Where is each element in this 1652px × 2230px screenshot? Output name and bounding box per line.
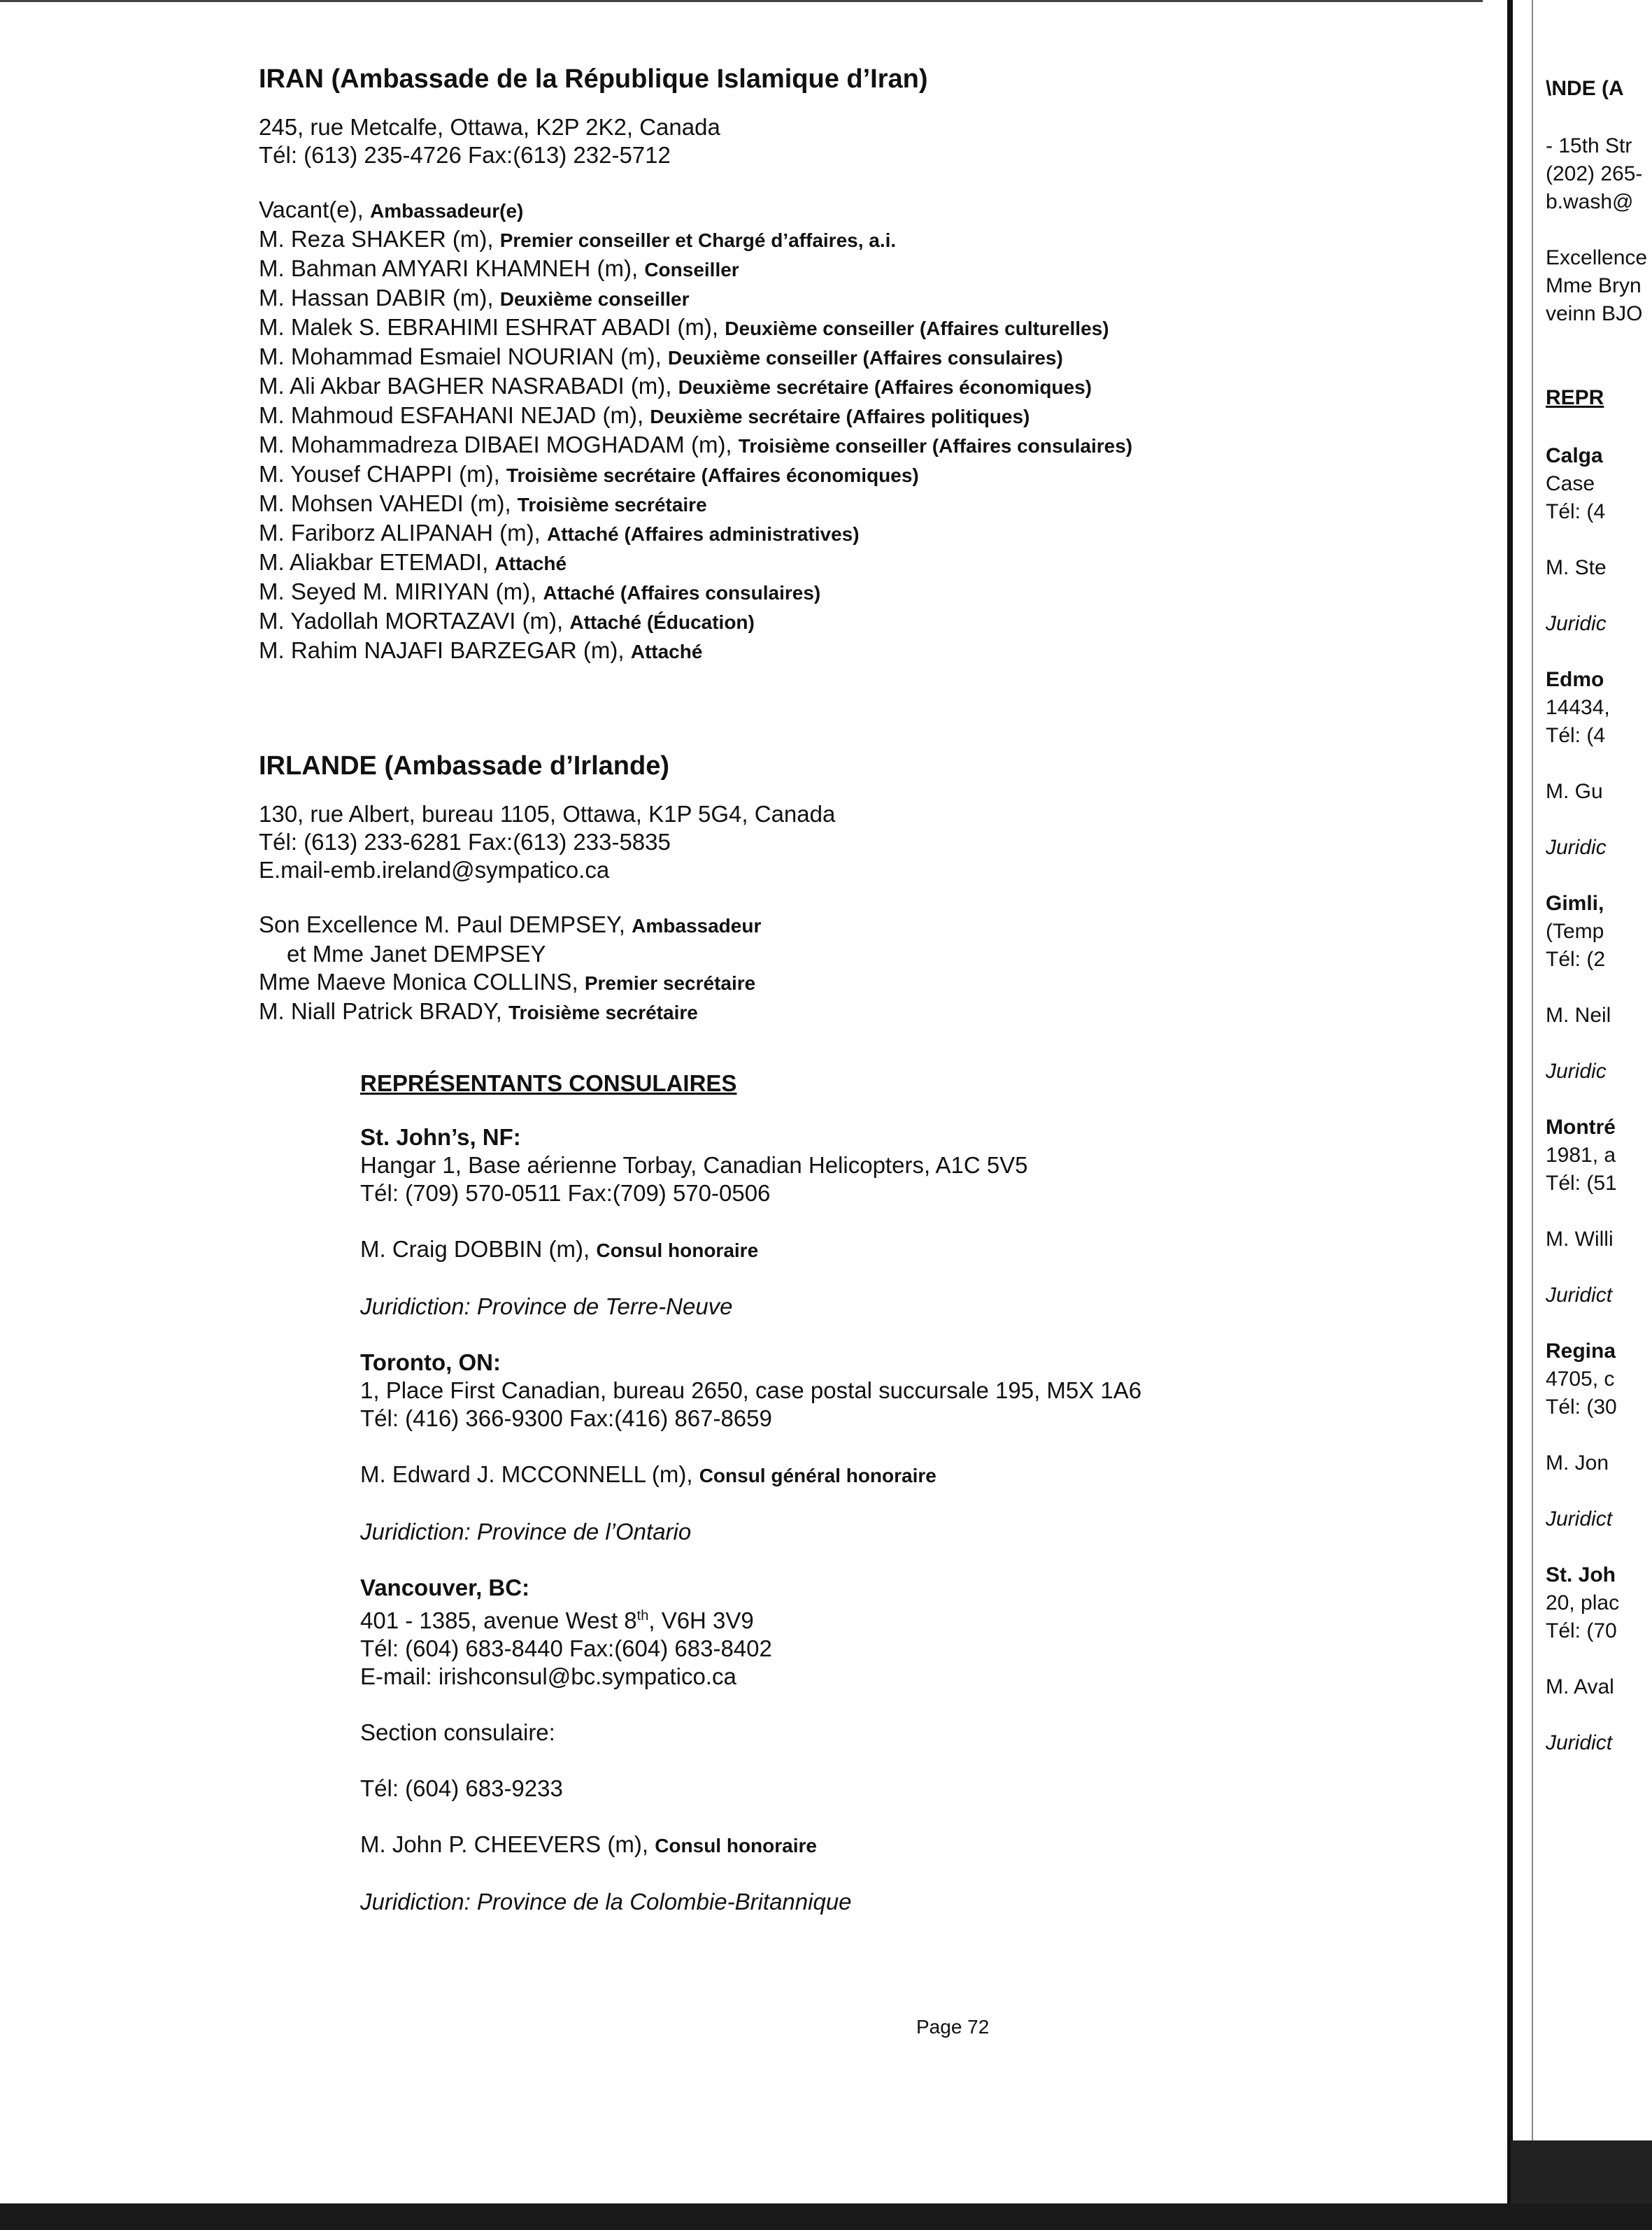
iran-staff-row [259, 637, 1448, 666]
neighbor-page-line: REPR [1546, 386, 1604, 409]
staff-name: M. Mohammad Esmaiel NOURIAN (m), [259, 343, 662, 369]
staff-role: Premier conseiller et Chargé d’affaires, a.i. [499, 229, 897, 251]
staff-role: Deuxième conseiller (Affaires consulaires) [667, 347, 1063, 369]
neighbor-page-line: M. Neil [1546, 1004, 1611, 1027]
staff-role: Attaché [630, 641, 703, 662]
staff-name: M. Mohammadreza DIBAEI MOGHADAM (m), [259, 432, 732, 457]
staff-role: Troisième conseiller (Affaires consulaires) [738, 435, 1133, 457]
consular-section [360, 1070, 1448, 1916]
iran-staff-row [259, 372, 1448, 402]
neighbor-page-line: Mme Bryn [1546, 274, 1642, 297]
consulate-stjohns-address: Hangar 1, Base aérienne Torbay, Canadian Helicopters, A1C 5V5 [360, 1152, 1028, 1178]
irlande-staff-list [259, 911, 1448, 1027]
consulate-toronto-person [360, 1461, 1448, 1490]
staff-name: M. Fariborz ALIPANAH (m), [259, 520, 541, 546]
consular-title: REPRÉSENTANTS CONSULAIRES [360, 1070, 737, 1096]
neighbor-page-line: Tél: (70 [1546, 1619, 1617, 1642]
staff-name: Vacant(e), [259, 197, 364, 222]
staff-name: M. Aliakbar ETEMADI, [259, 549, 489, 575]
irlande-staff-row [259, 997, 1448, 1027]
iran-staff-row [259, 402, 1448, 431]
consulate-vancouver-section-phone: Tél: (604) 683-9233 [360, 1775, 563, 1801]
staff-name: M. Ali Akbar BAGHER NASRABADI (m), [259, 373, 672, 399]
irlande-staff-row [259, 911, 1448, 940]
iran-staff-row [259, 519, 1448, 548]
iran-staff-row [259, 225, 1448, 255]
neighbor-page-line: Juridic [1546, 1060, 1607, 1083]
page-number: Page 72 [916, 2016, 990, 2038]
neighbor-page-line: \NDE (A [1546, 77, 1624, 100]
consulate-toronto-phone: Tél: (416) 366-9300 Fax:(416) 867-8659 [360, 1405, 772, 1431]
iran-staff-row [259, 343, 1448, 372]
neighbor-page-line: St. Joh [1546, 1563, 1616, 1586]
staff-role: Deuxième secrétaire (Affaires politiques) [650, 406, 1030, 427]
staff-role: Troisième secrétaire [508, 1002, 698, 1023]
iran-staff-row [259, 196, 1448, 225]
neighbor-page-line: Juridic [1546, 612, 1607, 635]
neighbor-page-line: Tél: (4 [1546, 724, 1606, 747]
consulate-vancouver-phone: Tél: (604) 683-8440 Fax:(604) 683-8402 [360, 1635, 772, 1661]
neighbor-page-line: (Temp [1546, 920, 1604, 943]
neighbor-page-line: Tél: (2 [1546, 948, 1606, 971]
staff-name: M. Yadollah MORTAZAVI (m), [259, 608, 564, 634]
person-name: M. John P. CHEEVERS (m), [360, 1831, 649, 1857]
iran-staff-row [259, 431, 1448, 460]
neighbor-page-line: Tél: (51 [1546, 1172, 1617, 1195]
iran-staff-row [259, 607, 1448, 637]
staff-name: M. Reza SHAKER (m), [259, 226, 494, 252]
neighbor-page-line: Juridict [1546, 1731, 1613, 1754]
neighbor-page-line: Juridict [1546, 1507, 1613, 1531]
neighbor-page-line: Tél: (30 [1546, 1395, 1617, 1419]
neighbor-page-line: - 15th Str [1546, 134, 1632, 157]
neighbor-page-line: Tél: (4 [1546, 500, 1606, 523]
irlande-email: E.mail-emb.ireland@sympatico.ca [259, 857, 610, 883]
iran-staff-row [259, 578, 1448, 607]
consulate-vancouver-person [360, 1831, 1448, 1860]
staff-role: Attaché (Affaires administratives) [546, 523, 860, 545]
irlande-staff-row [259, 968, 1448, 997]
staff-role: Deuxième conseiller [499, 288, 690, 310]
consulate-vancouver-section: Section consulaire: [360, 1719, 555, 1745]
staff-name: M. Mohsen VAHEDI (m), [259, 490, 511, 516]
neighbor-page-line: (202) 265- [1546, 162, 1643, 185]
consulate-stjohns-city: St. John’s, NF: [360, 1124, 521, 1150]
staff-role: Conseiller [644, 259, 739, 280]
neighbor-page-line: Calga [1546, 444, 1603, 467]
neighbor-page-line: Case [1546, 472, 1595, 495]
consulate-stjohns-person [360, 1235, 1448, 1265]
irlande-title: IRLANDE (Ambassade d’Irlande) [259, 751, 669, 781]
neighbor-page-line: Excellence [1546, 246, 1648, 269]
staff-role: Troisième secrétaire (Affaires économiques) [506, 464, 919, 486]
staff-role: Deuxième secrétaire (Affaires économiques) [678, 376, 1092, 398]
neighbor-page-line: 20, plac [1546, 1591, 1620, 1614]
neighbor-page-line: M. Willi [1546, 1228, 1614, 1251]
irlande-staff-row [259, 940, 1448, 968]
neighbor-page-line: Juridict [1546, 1284, 1613, 1307]
staff-name: M. Bahman AMYARI KHAMNEH (m), [259, 255, 639, 281]
staff-role: Attaché (Affaires consulaires) [543, 582, 821, 604]
consulate-vancouver-city: Vancouver, BC: [360, 1575, 530, 1600]
scan-bottom-edge [0, 2203, 1652, 2230]
address-part: 401 - 1385, avenue West 8 [360, 1607, 637, 1633]
iran-staff-row [259, 313, 1448, 343]
iran-staff-list [259, 196, 1448, 666]
page-binding-edge [1507, 0, 1513, 2230]
staff-role: Attaché (Éducation) [569, 611, 755, 633]
staff-name: M. Rahim NAJAFI BARZEGAR (m), [259, 637, 625, 663]
consulate-stjohns-phone: Tél: (709) 570-0511 Fax:(709) 570-0506 [360, 1180, 771, 1206]
iran-title: IRAN (Ambassade de la République Islamique d’Iran) [259, 64, 928, 94]
neighbor-page-line: veinn BJO [1546, 302, 1643, 325]
person-role: Consul honoraire [655, 1835, 817, 1856]
iran-staff-row [259, 490, 1448, 519]
staff-role: Troisième secrétaire [517, 494, 707, 516]
iran-staff-row [259, 548, 1448, 578]
staff-name: M. Malek S. EBRAHIMI ESHRAT ABADI (m), [259, 314, 719, 340]
consulate-toronto-address: 1, Place First Canadian, bureau 2650, case postal succursale 195, M5X 1A6 [360, 1377, 1142, 1403]
consulate-vancouver-email: E-mail: irishconsul@bc.sympatico.ca [360, 1663, 736, 1689]
neighbor-page-line: Montré [1546, 1116, 1616, 1139]
staff-name: et Mme Janet DEMPSEY [287, 941, 546, 967]
staff-name: M. Mahmoud ESFAHANI NEJAD (m), [259, 402, 644, 428]
staff-name: M. Seyed M. MIRIYAN (m), [259, 578, 537, 604]
neighbor-page-fold-line [1532, 0, 1533, 2230]
consulate-vancouver-jurisdiction: Juridiction: Province de la Colombie-Britannique [360, 1889, 852, 1915]
neighbor-page-strip [1521, 0, 1652, 2230]
irlande-phone: Tél: (613) 233-6281 Fax:(613) 233-5835 [259, 829, 671, 855]
consulate-stjohns-jurisdiction: Juridiction: Province de Terre-Neuve [360, 1293, 733, 1319]
neighbor-page-line: Juridic [1546, 836, 1607, 859]
iran-staff-row [259, 284, 1448, 313]
staff-role: Ambassadeur [632, 915, 762, 937]
neighbor-page-line: M. Jon [1546, 1451, 1609, 1475]
person-name: M. Edward J. MCCONNELL (m), [360, 1461, 693, 1487]
neighbor-page-line: Edmo [1546, 668, 1604, 691]
neighbor-page-line: Regina [1546, 1340, 1616, 1363]
person-role: Consul honoraire [596, 1240, 759, 1261]
address-part: , V6H 3V9 [648, 1607, 754, 1633]
iran-staff-row [259, 460, 1448, 490]
person-role: Consul général honoraire [699, 1465, 937, 1486]
consulate-toronto-city: Toronto, ON: [360, 1349, 501, 1375]
iran-phone: Tél: (613) 235-4726 Fax:(613) 232-5712 [259, 142, 671, 168]
staff-role: Ambassadeur(e) [369, 200, 524, 222]
staff-name: M. Yousef CHAPPI (m), [259, 461, 500, 487]
staff-role: Premier secrétaire [584, 972, 756, 994]
staff-name: Son Excellence M. Paul DEMPSEY, [259, 911, 625, 937]
consulate-toronto-jurisdiction: Juridiction: Province de l’Ontario [360, 1519, 692, 1544]
neighbor-page-line: Gimli, [1546, 892, 1604, 915]
neighbor-page-line: M. Gu [1546, 780, 1603, 803]
person-name: M. Craig DOBBIN (m), [360, 1236, 590, 1262]
iran-staff-row [259, 255, 1448, 284]
neighbor-page-line: 14434, [1546, 696, 1610, 719]
staff-name: M. Niall Patrick BRADY, [259, 998, 502, 1024]
neighbor-page-line: M. Ste [1546, 556, 1607, 579]
irlande-address: 130, rue Albert, bureau 1105, Ottawa, K1P 5G4, Canada [259, 801, 836, 827]
staff-name: Mme Maeve Monica COLLINS, [259, 969, 578, 995]
staff-name: M. Hassan DABIR (m), [259, 285, 494, 311]
staff-role: Deuxième conseiller (Affaires culturelles) [725, 318, 1109, 339]
iran-address: 245, rue Metcalfe, Ottawa, K2P 2K2, Canada [259, 114, 720, 140]
consulate-vancouver-address [360, 1602, 1448, 1635]
address-sup: th [636, 1608, 649, 1624]
neighbor-page-line: 4705, c [1546, 1368, 1615, 1391]
neighbor-page-line: 1981, a [1546, 1144, 1616, 1167]
main-content [259, 63, 1448, 1916]
neighbor-page-line: b.wash@ [1546, 190, 1634, 213]
staff-role: Attaché [494, 553, 567, 574]
page-top-rule [0, 0, 1483, 2]
neighbor-page-line: M. Aval [1546, 1675, 1614, 1698]
